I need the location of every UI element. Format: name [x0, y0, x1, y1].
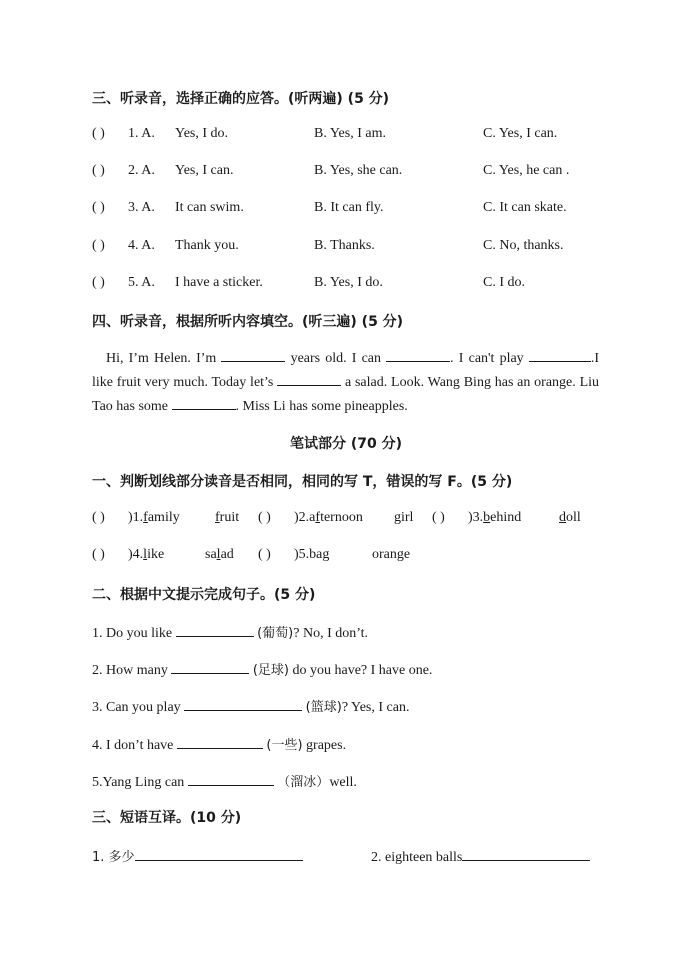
option-a: Thank you.	[175, 238, 239, 253]
word-rest: amily	[147, 510, 180, 525]
phonics-word-2	[205, 547, 234, 563]
sentence-item-4	[92, 734, 346, 754]
cloze-text-3: . I can't play	[450, 351, 524, 366]
underlined-letter: b	[483, 510, 491, 525]
word-rest: ternoon	[320, 510, 363, 525]
phonics-item-4	[128, 547, 164, 563]
chinese-hint: (一些)	[266, 738, 303, 753]
answer-paren[interactable]: ( )	[92, 547, 105, 562]
word-rest: irl	[401, 510, 414, 525]
translation-item-1	[92, 846, 303, 866]
sentence-suffix: well.	[329, 775, 357, 790]
option-b: B. It can fly.	[314, 200, 384, 215]
phonics-word-2	[372, 547, 410, 563]
translation-item-2	[371, 846, 590, 866]
w3-heading: 三、短语互译。(10 分)	[92, 810, 242, 826]
cloze-blank-1[interactable]	[221, 347, 285, 362]
item-number: )2.	[294, 510, 310, 525]
cloze-paragraph	[92, 347, 599, 419]
option-b: B. Yes, she can.	[314, 163, 403, 178]
answer-paren[interactable]: ( )	[92, 126, 105, 141]
answer-blank[interactable]	[177, 734, 263, 749]
answer-blank[interactable]	[184, 696, 302, 711]
word-prefix: oran	[372, 547, 397, 562]
answer-blank[interactable]	[135, 846, 303, 861]
cloze-text-4: .I like fruit very much. Today let’s	[92, 351, 599, 390]
word-rest: e	[403, 547, 411, 562]
word-rest: ad	[220, 547, 234, 562]
phonics-row-2	[92, 547, 612, 567]
cloze-blank-5[interactable]	[172, 395, 236, 410]
translation-prompt: 2. eighteen balls	[371, 850, 463, 865]
sentence-suffix: ? No, I don’t.	[293, 626, 369, 641]
section3-heading: 三、听录音，选择正确的应答。(听两遍) (5 分)	[92, 91, 390, 107]
chinese-hint: (葡萄)	[257, 626, 294, 641]
listening-item-4	[92, 238, 612, 258]
word-prefix: sa	[205, 547, 217, 562]
sentence-prefix: 1. Do you like	[92, 626, 173, 641]
listening-item-1	[92, 126, 612, 146]
option-c: C. Yes, he can .	[483, 163, 570, 178]
option-a: I have a sticker.	[175, 275, 263, 290]
written-part-heading: 笔试部分 (70 分)	[289, 436, 403, 452]
item-number: )5.	[294, 547, 310, 562]
underlined-letter: l	[216, 547, 221, 562]
option-c: C. Yes, I can.	[483, 126, 558, 141]
option-b: B. Yes, I do.	[314, 275, 383, 290]
word-rest: ehind	[490, 510, 522, 525]
sentence-prefix: 4. I don’t have	[92, 738, 174, 753]
answer-blank[interactable]	[171, 659, 249, 674]
sentence-suffix: grapes.	[306, 738, 347, 753]
option-b: B. Yes, I am.	[314, 126, 386, 141]
cloze-blank-2[interactable]	[386, 347, 450, 362]
option-c: C. No, thanks.	[483, 238, 564, 253]
sentence-prefix: 2. How many	[92, 663, 168, 678]
underlined-letter: g	[322, 547, 330, 562]
chinese-hint: （溜冰）	[277, 775, 330, 790]
cloze-blank-3[interactable]	[529, 347, 591, 362]
w2-heading: 二、根据中文提示完成句子。(5 分)	[92, 587, 316, 603]
item-number: )4.	[128, 547, 144, 562]
sentence-prefix: 5.Yang Ling can	[92, 775, 185, 790]
sentence-prefix: 3. Can you play	[92, 700, 181, 715]
item-number: )3.	[468, 510, 484, 525]
underlined-letter: g	[394, 510, 401, 525]
cloze-text-6: . Miss Li has some pineapples.	[235, 399, 408, 414]
w1-heading: 一、判断划线部分读音是否相同，相同的写 T，错误的写 F。(5 分)	[92, 474, 513, 490]
option-b: B. Thanks.	[314, 238, 375, 253]
option-c: C. I do.	[483, 275, 525, 290]
listening-item-5	[92, 275, 612, 295]
item-number: 1. A.	[128, 126, 155, 141]
item-number: 4. A.	[128, 238, 155, 253]
underlined-letter: f	[215, 510, 220, 525]
phonics-word-2	[394, 510, 413, 526]
cloze-blank-4[interactable]	[277, 371, 341, 386]
underlined-letter: l	[143, 547, 148, 562]
answer-paren[interactable]: ( )	[92, 200, 105, 215]
item-number: 5. A.	[128, 275, 155, 290]
phonics-item-5	[294, 547, 329, 563]
translation-prompt: 1. 多少	[92, 850, 135, 865]
listening-item-3	[92, 200, 612, 220]
answer-paren[interactable]: ( )	[258, 510, 271, 525]
sentence-suffix: do you have? I have one.	[292, 663, 433, 678]
underlined-letter: d	[559, 510, 566, 525]
word-rest: oll	[566, 510, 581, 525]
sentence-item-2	[92, 659, 432, 679]
answer-paren[interactable]: ( )	[92, 163, 105, 178]
listening-item-2	[92, 163, 612, 183]
answer-paren[interactable]: ( )	[92, 510, 105, 525]
cloze-text-1: Hi, I’m Helen. I’m	[106, 351, 217, 366]
item-number: 2. A.	[128, 163, 155, 178]
answer-paren[interactable]: ( )	[92, 238, 105, 253]
underlined-letter: f	[143, 510, 148, 525]
phonics-word-2	[559, 510, 581, 526]
word-rest: ike	[147, 547, 165, 562]
cloze-text-2: years old. I can	[290, 351, 382, 366]
phonics-word-2	[215, 510, 239, 526]
phonics-item-3	[468, 510, 521, 526]
phonics-item-1	[128, 510, 180, 526]
answer-blank[interactable]	[462, 846, 590, 861]
word-prefix: ba	[309, 547, 323, 562]
word-prefix: a	[309, 510, 316, 525]
sentence-item-5	[92, 771, 357, 791]
section4-heading: 四、听录音，根据所听内容填空。(听三遍) (5 分)	[92, 314, 404, 330]
answer-paren[interactable]: ( )	[92, 275, 105, 290]
chinese-hint: (篮球)	[305, 700, 342, 715]
word-rest: ruit	[219, 510, 240, 525]
option-a: Yes, I can.	[175, 163, 234, 178]
item-number: 3. A.	[128, 200, 155, 215]
phonics-item-2	[294, 510, 363, 526]
answer-blank[interactable]	[188, 771, 274, 786]
sentence-item-1	[92, 622, 368, 642]
phonics-row-1	[92, 510, 612, 530]
chinese-hint: (足球)	[252, 663, 289, 678]
underlined-letter: g	[396, 547, 404, 562]
sentence-item-3	[92, 696, 409, 716]
option-a: It can swim.	[175, 200, 244, 215]
answer-blank[interactable]	[176, 622, 254, 637]
cloze-text-5: a salad. Look. Wang Bing has an orange. Liu Tao has some	[92, 375, 600, 414]
sentence-suffix: ? Yes, I can.	[341, 700, 410, 715]
option-a: Yes, I do.	[175, 126, 229, 141]
underlined-letter: f	[315, 510, 321, 525]
option-c: C. It can skate.	[483, 200, 567, 215]
answer-paren[interactable]: ( )	[432, 510, 445, 525]
item-number: )1.	[128, 510, 144, 525]
answer-paren[interactable]: ( )	[258, 547, 271, 562]
